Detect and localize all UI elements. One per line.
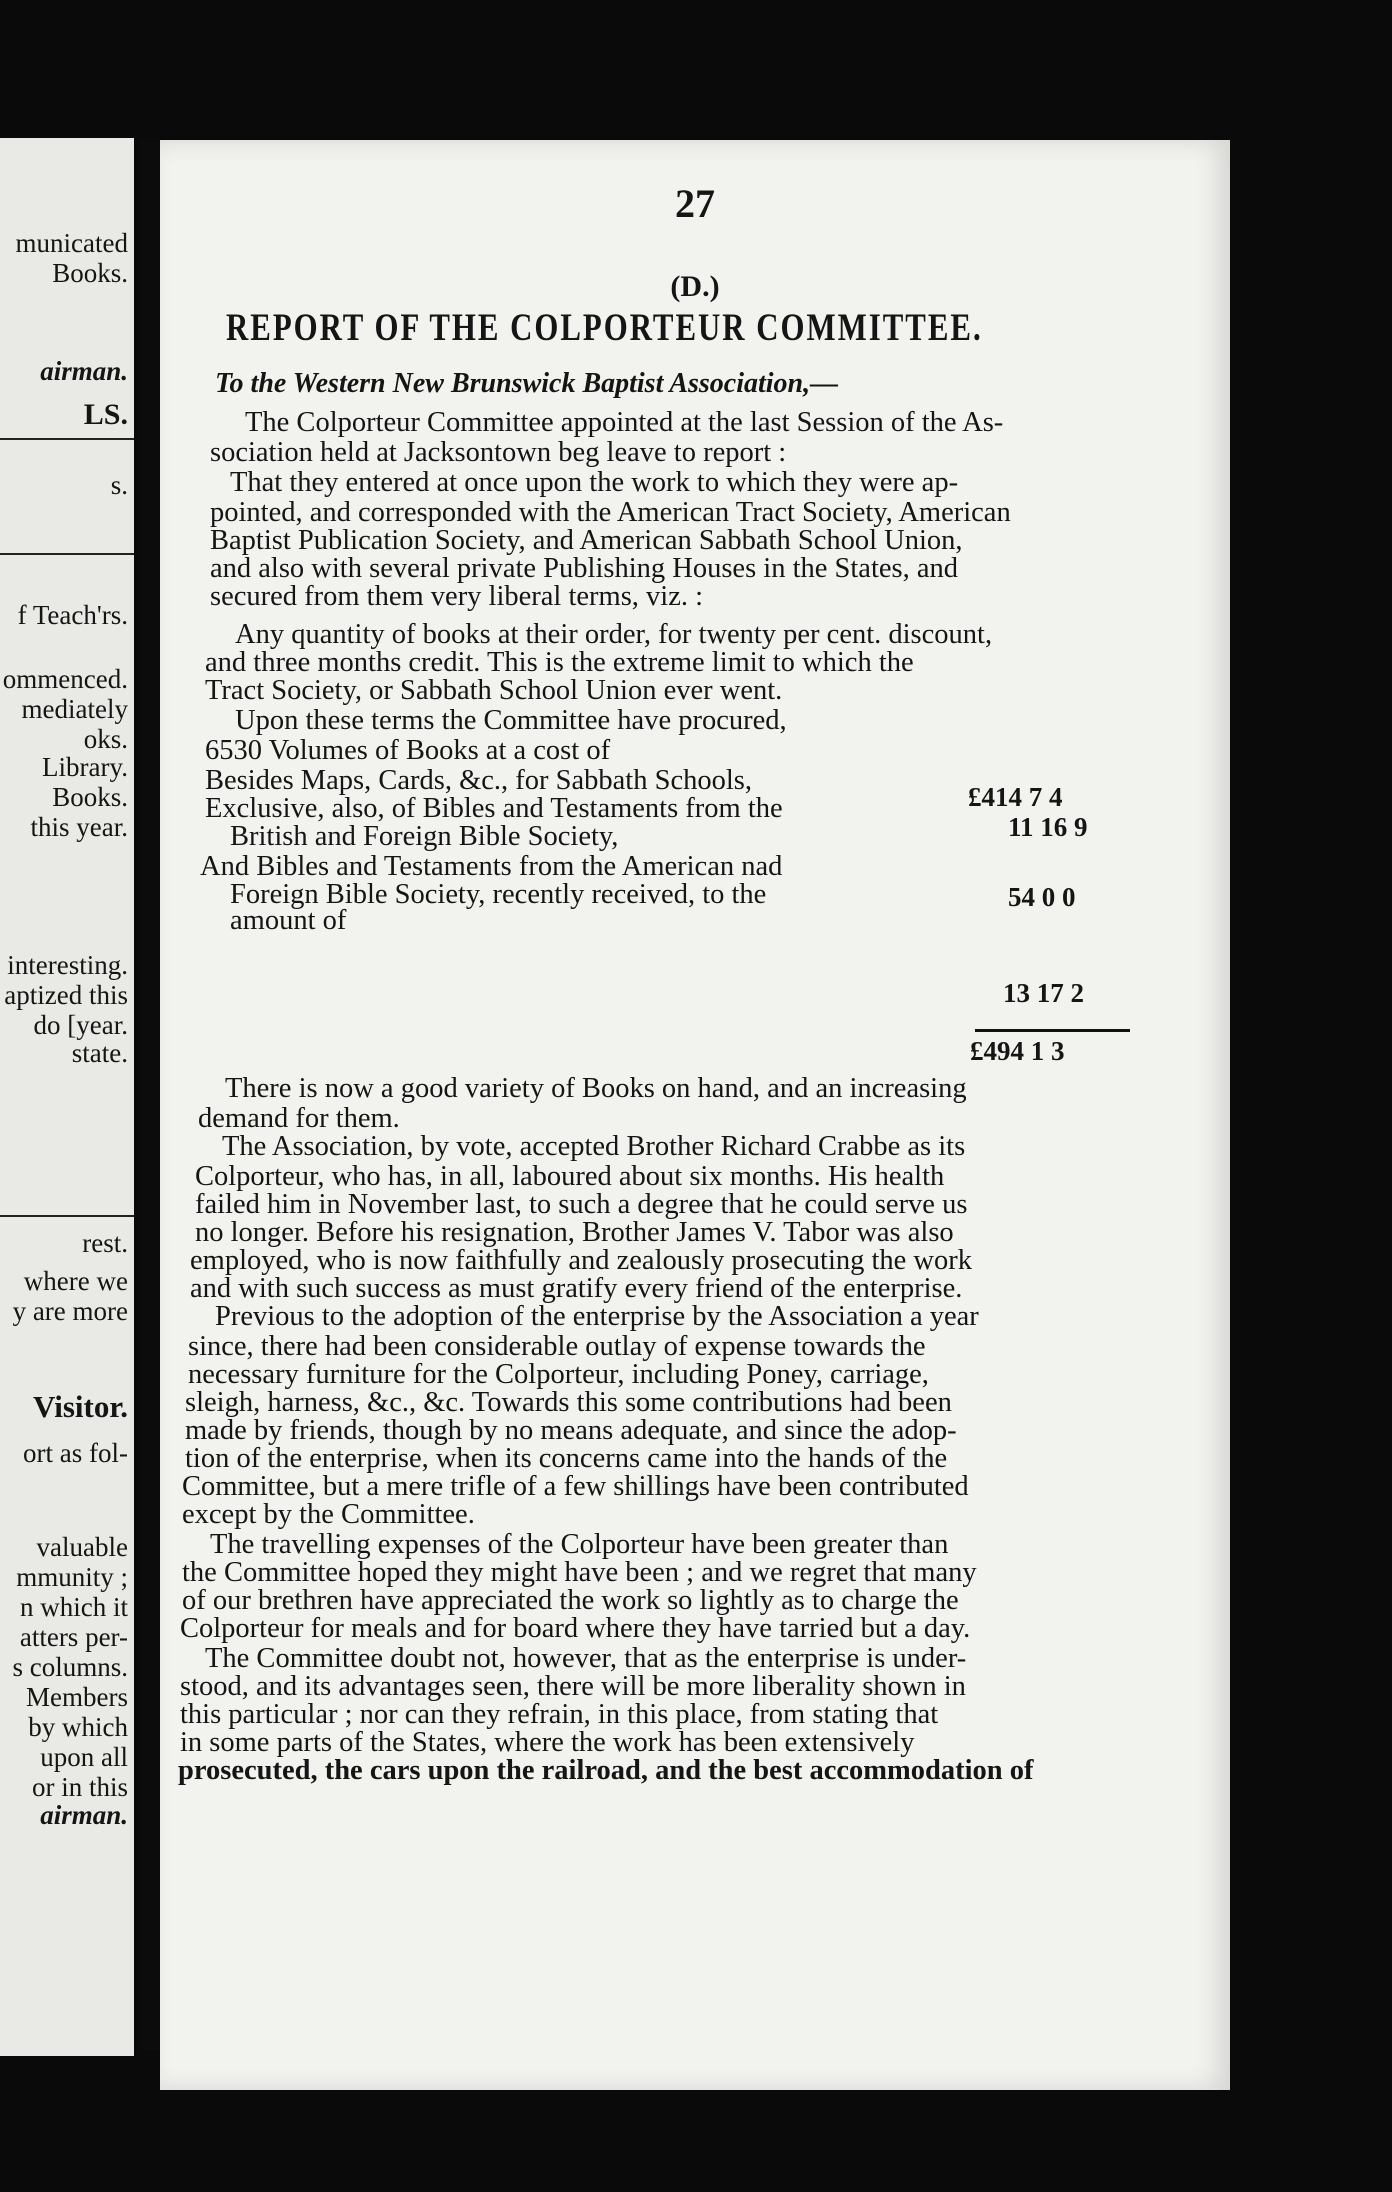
account-line: amount of (230, 905, 347, 936)
body-line: made by friends, though by no means adequate, and since the adop- (185, 1415, 957, 1446)
body-line: failed him in November last, to such a degree that he could serve us (195, 1189, 968, 1220)
prev-page-line: atters per- (19, 1622, 128, 1652)
prev-page-line: n which it (20, 1592, 128, 1622)
prev-page-rule (0, 1215, 134, 1217)
prev-page-line: Library. (42, 752, 128, 782)
prev-page-line: municated (15, 228, 128, 258)
prev-page-line: Books. (52, 258, 128, 288)
prev-page-line: where we (23, 1266, 128, 1296)
previous-page-fragment (0, 138, 134, 2056)
body-line: prosecuted, the cars upon the railroad, and the best accommodation of (178, 1755, 1034, 1786)
body-line: necessary furniture for the Colporteur, including Poney, carriage, (188, 1359, 929, 1390)
account-line: Exclusive, also, of Bibles and Testaments from the (205, 793, 783, 824)
section-mark: (D.) (670, 270, 720, 303)
body-line: The travelling expenses of the Colporteur have been greater than (210, 1529, 949, 1560)
body-line: That they entered at once upon the work to which they were ap- (230, 467, 959, 498)
body-line: Upon these terms the Committee have procured, (235, 705, 787, 736)
account-line: And Bibles and Testaments from the American nad (200, 851, 783, 882)
salutation: To the Western New Brunswick Baptist Association,— (215, 368, 839, 399)
prev-page-line: valuable (36, 1532, 128, 1562)
body-line: Tract Society, or Sabbath School Union ever went. (205, 675, 783, 706)
body-line: secured from them very liberal terms, viz. : (210, 581, 704, 612)
total-rule (975, 1029, 1130, 1032)
body-line: Baptist Publication Society, and American Sabbath School Union, (210, 525, 963, 556)
amount-value: 13 17 2 (1003, 978, 1084, 1008)
prev-page-line: f Teach'rs. (17, 600, 128, 630)
amount-value: 54 0 0 (1008, 882, 1076, 912)
body-line: Previous to the adoption of the enterprise by the Association a year (215, 1301, 979, 1332)
prev-page-line: mmunity ; (16, 1562, 128, 1592)
book-gutter (140, 140, 162, 2050)
prev-page-line: airman. (40, 1800, 128, 1830)
body-line: tion of the enterprise, when its concerns came into the hands of the (185, 1443, 948, 1474)
body-line: The Association, by vote, accepted Brother Richard Crabbe as its (222, 1131, 966, 1162)
body-line: no longer. Before his resignation, Brother James V. Tabor was also (195, 1217, 954, 1248)
body-line: The Colporteur Committee appointed at the last Session of the As- (245, 407, 1004, 438)
body-line: pointed, and corresponded with the American Tract Society, American (210, 497, 1011, 528)
prev-page-line: rest. (82, 1228, 128, 1258)
body-line: and also with several private Publishing Houses in the States, and (210, 553, 958, 584)
amount-value: £414 7 4 (968, 782, 1063, 812)
body-line: Committee, but a mere trifle of a few shillings have been contributed (182, 1471, 969, 1502)
account-line: Foreign Bible Society, recently received, to the (230, 879, 767, 910)
account-line: 6530 Volumes of Books at a cost of (205, 735, 611, 766)
prev-page-line: airman. (40, 356, 128, 386)
prev-page-line: do [year. (33, 1010, 128, 1040)
body-line: demand for them. (198, 1103, 400, 1134)
prev-page-line: upon all (40, 1742, 128, 1772)
body-line: of our brethren have appreciated the work so lightly as to charge the (182, 1585, 959, 1616)
prev-page-line: oks. (83, 724, 128, 754)
prev-page-line: Visitor. (32, 1389, 128, 1424)
prev-page-line: y are more (12, 1296, 128, 1326)
body-line: except by the Committee. (182, 1499, 475, 1530)
body-line: this particular ; nor can they refrain, in this place, from stating that (180, 1699, 939, 1730)
prev-page-rule (0, 438, 134, 440)
prev-page-line: s. (110, 470, 128, 500)
prev-page-line: or in this (31, 1772, 128, 1802)
report-page (160, 140, 1230, 2090)
amount-value: 11 16 9 (1008, 812, 1088, 842)
body-line: stood, and its advantages seen, there will be more liberality shown in (180, 1671, 966, 1702)
prev-page-line: Members (26, 1682, 128, 1712)
body-line: Colporteur, who has, in all, laboured about six months. His health (195, 1161, 945, 1192)
body-line: The Committee doubt not, however, that as the enterprise is under- (205, 1643, 967, 1674)
prev-page-line: aptized this (4, 980, 128, 1010)
body-line: and with such success as must gratify every friend of the enterprise. (190, 1273, 963, 1304)
body-line: There is now a good variety of Books on hand, and an increasing (225, 1073, 967, 1104)
prev-page-line: by which (28, 1712, 128, 1742)
total-amount: £494 1 3 (970, 1036, 1065, 1066)
body-line: the Committee hoped they might have been ; and we regret that many (182, 1557, 977, 1588)
prev-page-line: Books. (52, 782, 128, 812)
prev-page-line: s columns. (12, 1652, 128, 1682)
prev-page-rule (0, 553, 134, 555)
account-line: Besides Maps, Cards, &c., for Sabbath Schools, (205, 765, 752, 796)
report-heading: REPORT OF THE COLPORTEUR COMMITTEE. (226, 305, 983, 349)
body-line: since, there had been considerable outlay of expense towards the (188, 1331, 926, 1362)
prev-page-line: mediately (21, 694, 128, 724)
prev-page-line: this year. (30, 812, 128, 842)
body-line: and three months credit. This is the extreme limit to which the (205, 647, 914, 678)
body-line: Colporteur for meals and for board where they have tarried but a day. (180, 1613, 971, 1644)
prev-page-line: state. (71, 1038, 128, 1068)
body-line: employed, who is now faithfully and zealously prosecuting the work (190, 1245, 972, 1276)
prev-page-line: ort as fol- (23, 1438, 128, 1468)
page-number: 27 (675, 181, 715, 226)
prev-page-line: ommenced. (2, 664, 128, 694)
body-line: Any quantity of books at their order, for twenty per cent. discount, (235, 619, 993, 650)
prev-page-line: interesting. (7, 950, 128, 980)
prev-page-line: LS. (83, 398, 128, 431)
account-line: British and Foreign Bible Society, (230, 821, 619, 852)
body-line: sociation held at Jacksontown beg leave to report : (210, 437, 787, 468)
body-line: sleigh, harness, &c., &c. Towards this some contributions had been (185, 1387, 952, 1418)
body-line: in some parts of the States, where the work has been extensively (180, 1727, 915, 1758)
